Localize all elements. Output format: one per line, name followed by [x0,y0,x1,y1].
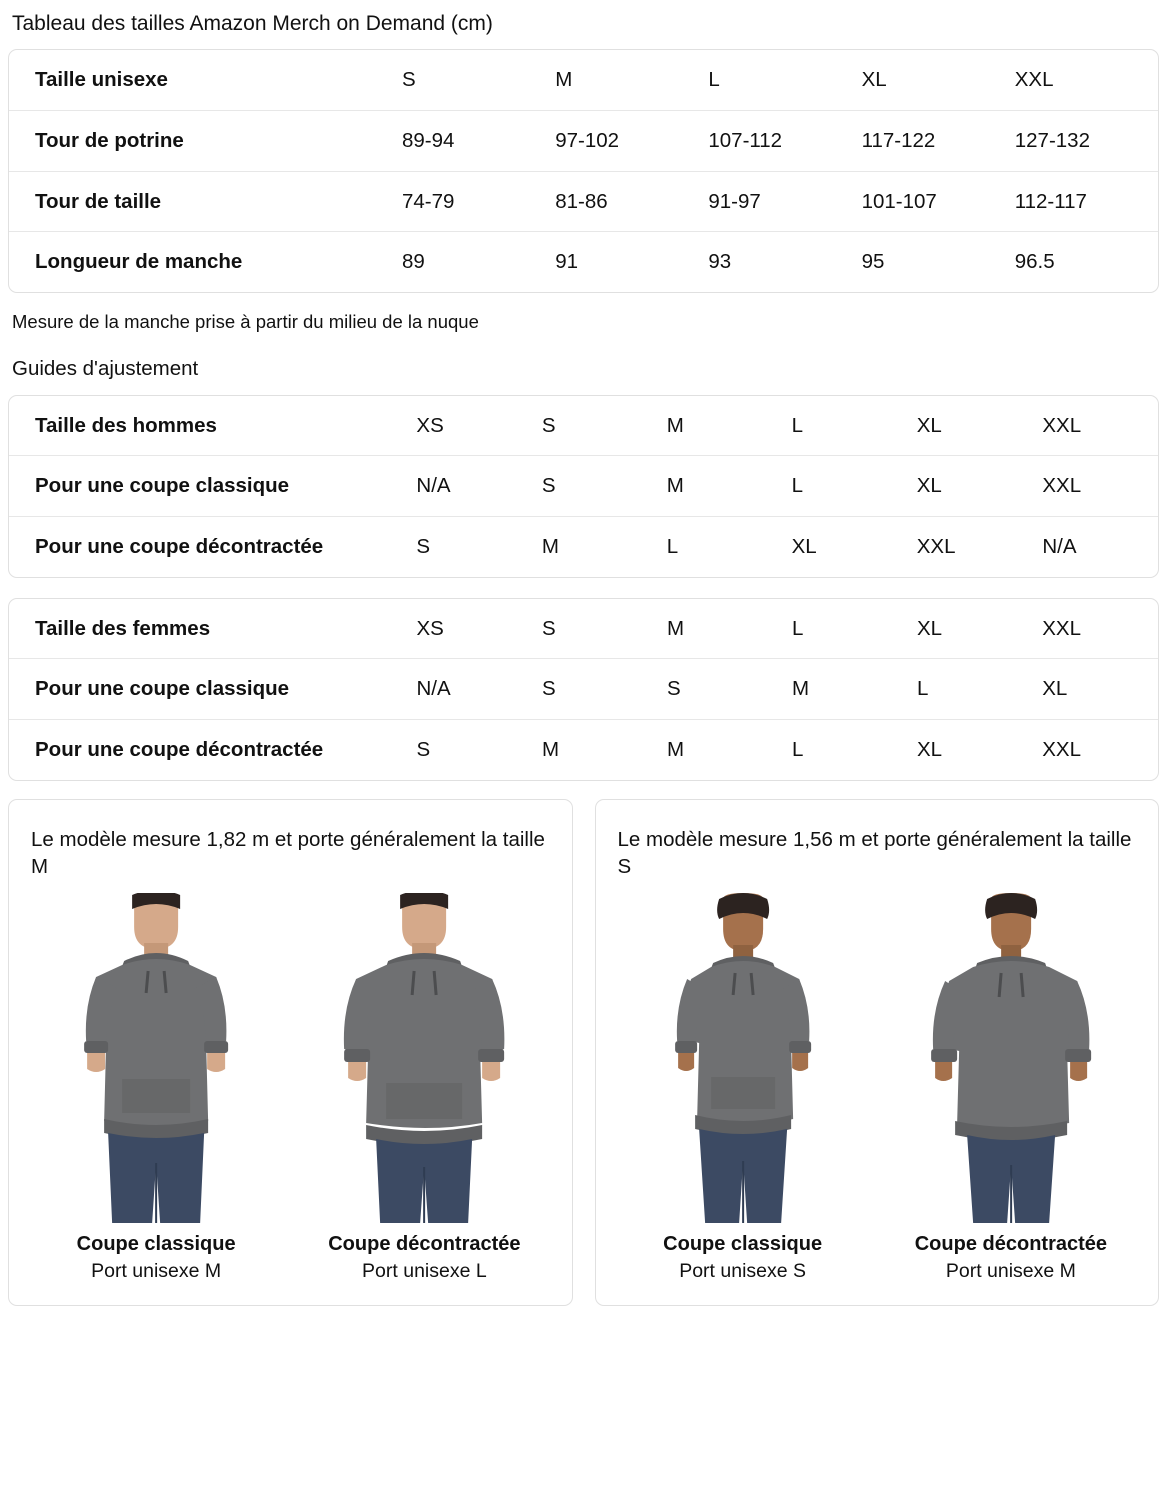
row-header: Taille unisexe [9,50,392,111]
female-relaxed-fit-hoodie-illustration [886,893,1136,1223]
cell: L [666,535,679,559]
cell: XXL [1032,456,1158,517]
cell: XS [406,599,532,660]
cell: 107-112 [698,111,851,172]
cell: XL [852,50,1005,111]
cell: S [532,659,657,720]
cell: M [542,737,560,761]
cell: 112-117 [1005,172,1158,233]
cell: S [532,599,657,660]
male-relaxed-fit-hoodie-illustration [299,893,549,1223]
cell: M [657,456,782,517]
cell: XL [1032,659,1158,720]
row-header: Pour une coupe classique [9,659,406,720]
cell: XL [791,535,817,559]
cell: 117-122 [852,111,1005,172]
model-cards [8,799,1159,1316]
row-header: Pour une coupe classique [9,456,406,517]
figure-sublabel: Port unisexe M [945,1259,1076,1282]
cell: 91-97 [698,172,851,233]
cell: XL [916,737,943,761]
figure-label: Coupe classique [76,1232,236,1255]
cell: S [657,659,782,720]
table-row [9,456,1158,517]
row-header: Tour de potrine [9,111,392,172]
table-row [9,720,1158,780]
cell: XL [907,396,1033,457]
cell: XXL [1032,599,1158,660]
model-card-men [8,799,573,1306]
figure-label: Coupe décontractée [328,1232,521,1255]
figure-relaxed-fit-men [299,893,549,1283]
cell: 81-86 [545,172,698,233]
sleeve-measure-note: Mesure de la manche prise à partir du milieu de la nuque [12,310,479,332]
men-fit-table [8,395,1159,578]
cell: XXL [1032,396,1158,457]
row-header: Taille des hommes [9,396,406,457]
table-row [9,659,1158,720]
cell: S [392,50,545,111]
cell: L [698,50,851,111]
cell: L [782,599,907,660]
figure-label: Coupe décontractée [914,1232,1107,1255]
female-classic-fit-hoodie-illustration [618,893,868,1223]
row-header: Longueur de manche [35,250,243,274]
page-title: Tableau des tailles Amazon Merch on Demand (cm) [12,12,493,35]
cell: XXL [916,535,956,559]
cell: L [792,737,804,761]
cell: 95 [861,250,885,274]
cell: M [545,50,698,111]
cell: 89 [402,250,425,274]
figure-classic-fit-women [618,893,868,1283]
figure-sublabel: Port unisexe S [679,1259,807,1282]
cell: 89-94 [392,111,545,172]
table-row [9,517,1158,577]
figure-label: Coupe classique [663,1232,823,1255]
cell: L [782,396,907,457]
women-fit-table [8,598,1159,781]
cell: 127-132 [1005,111,1158,172]
cell: S [532,396,657,457]
cell: N/A [406,456,531,517]
table-row [9,232,1158,292]
cell: 91 [555,250,578,274]
cell: XXL [1005,50,1158,111]
row-header: Taille des femmes [9,599,406,660]
row-header: Pour une coupe décontractée [35,535,324,559]
row-header: Pour une coupe décontractée [35,737,324,761]
table-row [9,396,1158,457]
figure-group [618,893,1137,1283]
cell: XXL [1042,737,1081,761]
row-header: Tour de taille [9,172,392,233]
table-row [9,599,1158,660]
cell: 101-107 [852,172,1005,233]
figure-sublabel: Port unisexe L [362,1259,487,1282]
cell: M [657,396,782,457]
cell: S [416,535,431,559]
table-gap [8,584,1159,598]
table-row [9,172,1158,233]
cell: XL [907,456,1033,517]
cell: XL [907,599,1032,660]
model-card-women [595,799,1160,1306]
figure-classic-fit-men [31,893,281,1283]
cell: M [657,599,782,660]
table-row [9,50,1158,111]
fit-guides-label: Guides d'ajustement [12,356,199,380]
table-row [9,111,1158,172]
figure-group [31,893,550,1283]
cell: M [667,737,685,761]
cell: M [541,535,559,559]
cell: L [907,659,1032,720]
cell: S [532,456,657,517]
model-caption: Le modèle mesure 1,82 m et porte généralement la taille M [31,827,545,879]
cell: 96.5 [1014,250,1055,274]
cell: 97-102 [545,111,698,172]
cell: N/A [406,659,532,720]
cell: S [416,737,431,761]
cell: 74-79 [392,172,545,233]
unisex-size-table [8,49,1159,293]
male-classic-fit-hoodie-illustration [31,893,281,1223]
cell: L [782,456,907,517]
figure-sublabel: Port unisexe M [91,1259,222,1282]
figure-relaxed-fit-women [886,893,1136,1283]
model-caption: Le modèle mesure 1,56 m et porte généralement la taille S [617,827,1132,879]
cell: M [782,659,907,720]
cell: N/A [1042,535,1077,559]
cell: 93 [708,250,732,274]
cell: XS [406,396,531,457]
